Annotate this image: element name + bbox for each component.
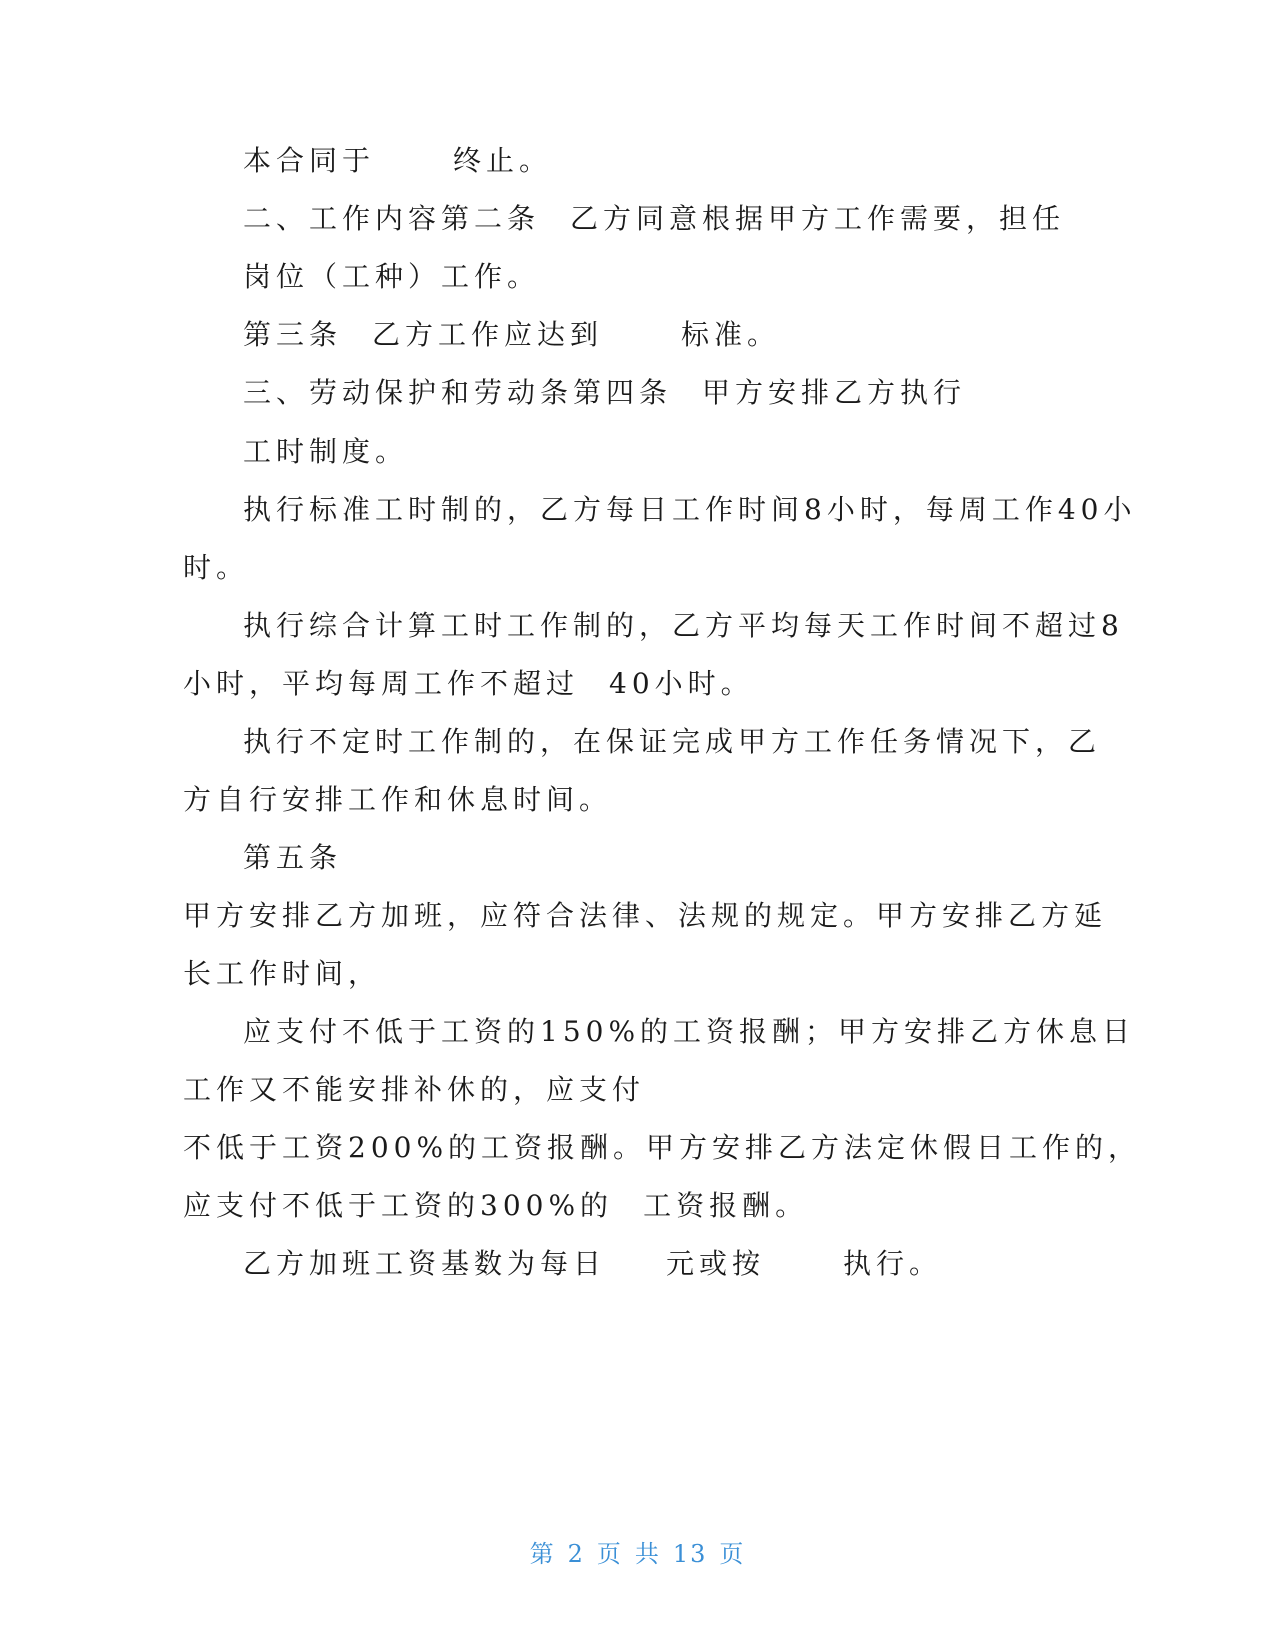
text-segment: 岗位（工种）工作。 — [243, 260, 541, 293]
text-segment: 工作又不能安排补休的，应支付 — [183, 1073, 646, 1106]
text-line — [243, 840, 342, 876]
footer-word: 第 — [529, 1540, 556, 1568]
text-segment: 乙方加班工资基数为每日 — [243, 1247, 607, 1280]
page-footer — [0, 1539, 1275, 1569]
text-segment: 乙方同意根据甲方工作需要，担任 — [570, 202, 1066, 235]
text-line — [243, 1246, 942, 1282]
text-segment: 乙方工作应达到 — [372, 318, 604, 351]
text-line — [183, 1130, 1141, 1166]
footer-word: 页 — [596, 1540, 623, 1568]
text-line — [243, 434, 408, 470]
text-segment: 40小时。 — [609, 667, 754, 700]
text-line — [183, 1072, 645, 1108]
text-segment: 应支付不低于工资的150%的工资报酬；甲方安排乙方休息日 — [243, 1015, 1136, 1048]
text-segment: 执行综合计算工时工作制的，乙方平均每天工作时间不超过8 — [243, 609, 1124, 642]
text-segment: 第五条 — [243, 841, 343, 874]
text-segment: 方自行安排工作和休息时间。 — [183, 783, 613, 816]
text-segment: 二、工作内容第二条 — [243, 202, 541, 235]
text-line — [243, 1014, 1135, 1050]
text-line — [183, 898, 1107, 934]
text-line — [243, 317, 780, 353]
text-line — [243, 259, 540, 295]
text-segment: 工时制度。 — [243, 435, 409, 468]
text-segment: 长工作时间， — [183, 957, 382, 990]
text-segment: 第三条 — [243, 318, 343, 351]
text-line — [183, 666, 754, 702]
text-segment: 甲方安排乙方加班，应符合法律、法规的规定。甲方安排乙方延 — [183, 899, 1108, 932]
text-segment: 应支付不低于工资的300%的 — [183, 1189, 614, 1222]
text-line — [243, 492, 1136, 528]
text-segment: 执行不定时工作制的，在保证完成甲方工作任务情况下，乙 — [243, 725, 1102, 758]
text-segment: 元或按 — [666, 1247, 766, 1280]
text-segment: 标准。 — [681, 318, 781, 351]
text-segment: 本合同于 — [243, 144, 376, 177]
text-line — [183, 782, 612, 818]
text-line — [243, 143, 552, 179]
text-segment: 时。 — [183, 551, 250, 584]
text-line — [183, 956, 381, 992]
text-segment: 甲方安排乙方执行 — [702, 376, 967, 409]
text-segment: 终止。 — [453, 144, 553, 177]
text-line — [183, 550, 249, 586]
text-line — [243, 201, 1065, 237]
text-segment: 不低于工资200%的工资报酬。甲方安排乙方法定休假日工作的， — [183, 1131, 1142, 1164]
footer-word: 共 — [634, 1540, 661, 1568]
text-segment: 工资报酬。 — [643, 1189, 809, 1222]
total-page-count: 13 — [672, 1540, 708, 1568]
text-segment: 三、劳动保护和劳动条第四条 — [243, 376, 673, 409]
current-page-number: 2 — [567, 1540, 585, 1568]
text-line — [183, 1188, 808, 1224]
text-segment: 执行。 — [843, 1247, 943, 1280]
footer-word: 页 — [719, 1540, 746, 1568]
text-line — [243, 724, 1101, 760]
text-segment: 执行标准工时制的，乙方每日工作时间8小时，每周工作40小 — [243, 493, 1137, 526]
text-line — [243, 608, 1124, 644]
text-line — [243, 375, 966, 411]
text-segment: 小时，平均每周工作不超过 — [183, 667, 580, 700]
